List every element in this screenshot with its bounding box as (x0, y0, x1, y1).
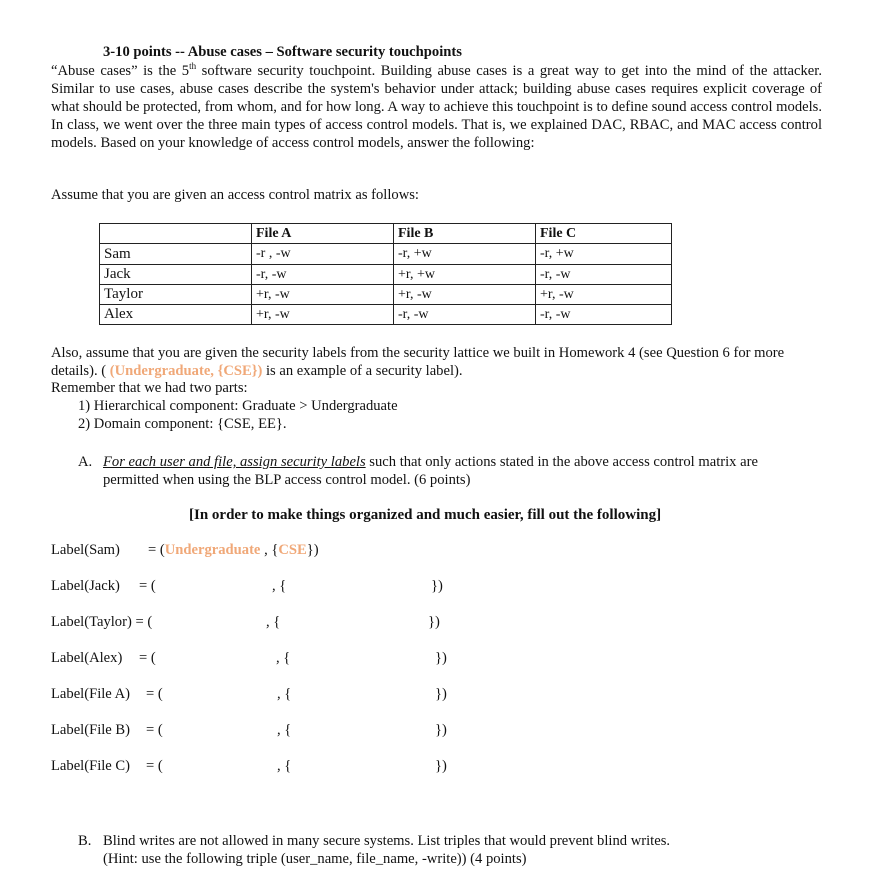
label-comma: , { (276, 650, 291, 666)
question-a-label: A. (78, 454, 93, 470)
table-row (100, 244, 672, 265)
remember-text: Remember that we had two parts: (51, 380, 248, 396)
matrix-cell: -r, -w (394, 305, 536, 325)
example-label: (Undergraduate, {CSE}) (109, 363, 263, 379)
matrix-cell: +r, +w (394, 265, 536, 285)
matrix-header-row (100, 224, 672, 244)
label-name: Label(Jack) (51, 578, 120, 594)
label-open: = ( (146, 722, 163, 738)
label-open: = ( (146, 758, 163, 774)
label-open: = ( (139, 578, 156, 594)
matrix-header-file-a: File A (252, 224, 394, 244)
label-open: = ( (139, 650, 156, 666)
label-name: Label(File C) (51, 758, 131, 774)
label-name: Label(Sam) (51, 542, 120, 558)
label-close: }) (428, 614, 440, 630)
matrix-cell: -r, -w (536, 305, 672, 325)
instruction-text: [In order to make things organized and much easier, fill out the following] (189, 507, 662, 523)
list-item: 2) Domain component: {CSE, EE}. (78, 416, 287, 432)
matrix-cell: +r, -w (252, 305, 394, 325)
matrix-cell: +r, -w (536, 285, 672, 305)
question-a: A. For each user and file, assign security labels such that only actions stated in the above access control matrix are permitted when using the BLP access control model. (6 points) (78, 454, 758, 488)
matrix-cell: +r, -w (394, 285, 536, 305)
label-close: }) (435, 650, 447, 666)
table-row (100, 285, 672, 305)
table-row (100, 305, 672, 325)
assume-text: Assume that you are given an access control matrix as follows: (51, 187, 419, 203)
label-close: }) (435, 686, 447, 702)
matrix-header-blank (100, 224, 252, 244)
domain-value: CSE (278, 542, 307, 558)
matrix-cell: -r, -w (252, 265, 394, 285)
matrix-user-cell: Alex (100, 305, 252, 325)
level-value: Undergraduate (164, 542, 261, 558)
label-name: Label(Taylor) = ( (51, 614, 153, 630)
matrix-user-cell: Jack (100, 265, 252, 285)
matrix-user-cell: Taylor (100, 285, 252, 305)
label-name: Label(File B) (51, 722, 131, 738)
label-name: Label(File A) (51, 686, 131, 702)
matrix-user-cell: Sam (100, 244, 252, 265)
matrix-cell: -r, +w (536, 244, 672, 265)
matrix-cell: -r, +w (394, 244, 536, 265)
question-a-underlined: For each user and file, assign security labels (103, 454, 366, 470)
label-comma: , { (277, 722, 292, 738)
label-comma: , { (272, 578, 287, 594)
label-comma: , { (266, 614, 281, 630)
label-name: Label(Alex) (51, 650, 123, 666)
label-open: = ( (146, 686, 163, 702)
question-b-label: B. (78, 833, 92, 849)
list-item: 1) Hierarchical component: Graduate > Undergraduate (78, 398, 398, 414)
intro-paragraph: “Abuse cases” is the 5th software security touchpoint. Building abuse cases is a great way to get into the mind of the attacker. Similar to use cases, abuse cases describe the system's behavior under attack; building abuse cases requires explicit coverage of what should be protected, from whom, and for how long. A way to achieve this touchpoint is to define sound access control models. In class, we went over the three main types of access control models. That is, we explained DAC, RBAC, and MAC access control models. Based on your knowledge of access control models, answer the following: (51, 61, 822, 152)
matrix-cell: -r , -w (252, 244, 394, 265)
question-b: B. Blind writes are not allowed in many secure systems. List triples that would prevent blind writes. (Hint: use the following triple (user_name, file_name, -write)) (4 points) (78, 833, 671, 867)
matrix-header-file-c: File C (536, 224, 672, 244)
question-title: 3-10 points -- Abuse cases – Software security touchpoints (103, 44, 462, 60)
matrix-cell: +r, -w (252, 285, 394, 305)
matrix-cell: -r, -w (536, 265, 672, 285)
matrix-header-file-b: File B (394, 224, 536, 244)
label-close: }) (435, 758, 447, 774)
access-control-matrix (99, 223, 672, 325)
label-comma: , { (277, 686, 292, 702)
table-row (100, 265, 672, 285)
label-open: = (Undergraduate , {CSE}) (148, 542, 319, 558)
label-close: }) (431, 578, 443, 594)
label-comma: , { (277, 758, 292, 774)
also-paragraph: Also, assume that you are given the security labels from the security lattice we built in Homework 4 (see Question 6 for more details). ( (Undergraduate, {CSE}) is an example of a security label). (51, 345, 785, 379)
label-close: }) (435, 722, 447, 738)
